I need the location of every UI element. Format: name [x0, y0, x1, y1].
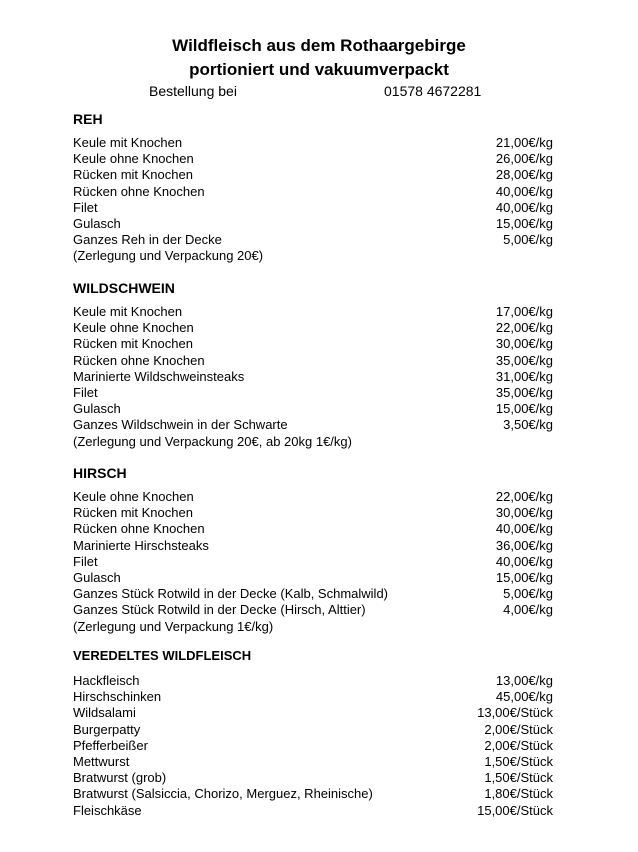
item-name: Keule ohne Knochen — [73, 151, 194, 167]
item-name: Gulasch — [73, 215, 121, 231]
list-item — [73, 770, 553, 786]
order-label: Bestellung bei — [149, 83, 237, 99]
section-hirsch — [73, 464, 553, 635]
item-price: 21,00€/kg — [495, 135, 553, 150]
list-item — [73, 786, 553, 802]
list-item — [73, 417, 553, 433]
item-name: Gulasch — [73, 569, 121, 585]
phone-number: 01578 4672281 — [384, 83, 482, 99]
list-item — [73, 521, 553, 537]
list-item — [73, 353, 553, 369]
item-price: 1,80€/Stück — [484, 786, 553, 802]
item-name: Filet — [73, 199, 98, 215]
item-name: Rücken ohne Knochen — [73, 352, 205, 368]
section-title: VEREDELTES WILDFLEISCH — [73, 648, 252, 663]
item-name: Rücken mit Knochen — [73, 505, 193, 521]
list-item — [73, 184, 553, 200]
list-item — [73, 489, 553, 505]
item-price: 22,00€/kg — [495, 320, 553, 336]
price-list — [73, 304, 553, 434]
price-list — [73, 135, 553, 248]
section-note: (Zerlegung und Verpackung 20€) — [73, 248, 264, 264]
list-item — [73, 673, 553, 689]
item-price: 22,00€/kg — [495, 489, 553, 504]
title-line-1: Wildfleisch aus dem Rothaargebirge — [172, 36, 466, 55]
item-name: Keule mit Knochen — [73, 304, 183, 319]
item-price: 40,00€/kg — [495, 183, 553, 199]
item-name: Filet — [73, 553, 98, 569]
section-reh — [73, 110, 553, 265]
item-name: Keule ohne Knochen — [73, 489, 194, 504]
item-name: Rücken ohne Knochen — [73, 521, 205, 537]
list-item — [73, 401, 553, 417]
item-name: Ganzes Stück Rotwild in der Decke (Hirsch, Alttier) — [73, 602, 366, 618]
item-price: 2,00€/Stück — [484, 737, 553, 753]
item-name: Marinierte Wildschweinsteaks — [73, 368, 245, 384]
list-item — [73, 369, 553, 385]
section-title: HIRSCH — [73, 465, 127, 481]
item-price: 31,00€/kg — [495, 368, 553, 384]
item-name: Burgerpatty — [73, 721, 141, 737]
item-name: Filet — [73, 384, 98, 400]
list-item — [73, 689, 553, 705]
item-price: 1,50€/Stück — [484, 753, 553, 769]
item-name: Keule ohne Knochen — [73, 320, 194, 336]
section-title: WILDSCHWEIN — [73, 280, 175, 296]
list-item — [73, 216, 553, 232]
item-price: 2,00€/Stück — [484, 721, 553, 737]
list-item — [73, 586, 553, 602]
item-price: 5,00€/kg — [503, 586, 553, 602]
item-name: Rücken mit Knochen — [73, 336, 193, 352]
item-price: 15,00€/Stück — [477, 802, 553, 818]
item-price: 13,00€/Stück — [477, 705, 553, 721]
list-item — [73, 167, 553, 183]
list-item — [73, 151, 553, 167]
list-item — [73, 722, 553, 738]
item-name: Fleischkäse — [73, 802, 142, 818]
item-name: Hackfleisch — [73, 673, 140, 688]
list-item — [73, 320, 553, 336]
item-price: 28,00€/kg — [495, 167, 553, 183]
item-name: Wildsalami — [73, 705, 136, 721]
item-name: Ganzes Reh in der Decke — [73, 232, 222, 248]
list-item — [73, 602, 553, 618]
item-name: Ganzes Wildschwein in der Schwarte — [73, 417, 288, 433]
item-price: 36,00€/kg — [495, 537, 553, 553]
title-line-2: portioniert und vakuumverpackt — [189, 60, 449, 79]
item-price: 15,00€/kg — [495, 215, 553, 231]
item-name: Gulasch — [73, 401, 121, 417]
list-item — [73, 135, 553, 151]
section-veredeltes-wildfleisch — [73, 647, 553, 819]
list-item — [73, 705, 553, 721]
list-item — [73, 570, 553, 586]
item-price: 35,00€/kg — [495, 384, 553, 400]
item-name: Keule mit Knochen — [73, 135, 183, 150]
item-price: 3,50€/kg — [503, 417, 553, 433]
item-price: 40,00€/kg — [495, 199, 553, 215]
list-item — [73, 738, 553, 754]
item-name: Pfefferbeißer — [73, 737, 148, 753]
list-item — [73, 304, 553, 320]
item-price: 1,50€/Stück — [484, 770, 553, 786]
list-item — [73, 385, 553, 401]
item-name: Ganzes Stück Rotwild in der Decke (Kalb, Schmalwild) — [73, 586, 389, 602]
item-price: 15,00€/kg — [495, 401, 553, 417]
item-price: 30,00€/kg — [495, 505, 553, 521]
list-item — [73, 803, 553, 819]
list-item — [73, 754, 553, 770]
list-item — [73, 336, 553, 352]
list-item — [73, 554, 553, 570]
item-price: 40,00€/kg — [495, 521, 553, 537]
item-name: Hirschschinken — [73, 689, 162, 705]
item-price: 35,00€/kg — [495, 352, 553, 368]
item-name: Bratwurst (grob) — [73, 770, 167, 786]
item-price: 5,00€/kg — [503, 232, 553, 248]
item-price: 17,00€/kg — [495, 304, 553, 319]
item-price: 13,00€/kg — [495, 673, 553, 688]
item-name: Mettwurst — [73, 753, 130, 769]
item-price: 26,00€/kg — [495, 151, 553, 167]
price-list — [73, 673, 553, 819]
item-price: 15,00€/kg — [495, 569, 553, 585]
section-note: (Zerlegung und Verpackung 20€, ab 20kg 1€/kg) — [73, 433, 352, 449]
section-title: REH — [73, 111, 103, 127]
section-wildschwein — [73, 279, 553, 450]
item-price: 30,00€/kg — [495, 336, 553, 352]
list-item — [73, 505, 553, 521]
item-name: Rücken mit Knochen — [73, 167, 193, 183]
item-name: Marinierte Hirschsteaks — [73, 537, 209, 553]
section-note: (Zerlegung und Verpackung 1€/kg) — [73, 618, 274, 634]
list-item — [73, 538, 553, 554]
price-list — [73, 489, 553, 619]
item-price: 45,00€/kg — [495, 689, 553, 705]
item-price: 4,00€/kg — [503, 602, 553, 618]
list-item — [73, 232, 553, 248]
list-item — [73, 200, 553, 216]
item-name: Rücken ohne Knochen — [73, 183, 205, 199]
item-name: Bratwurst (Salsiccia, Chorizo, Merguez, Rheinische) — [73, 786, 373, 802]
item-price: 40,00€/kg — [495, 553, 553, 569]
